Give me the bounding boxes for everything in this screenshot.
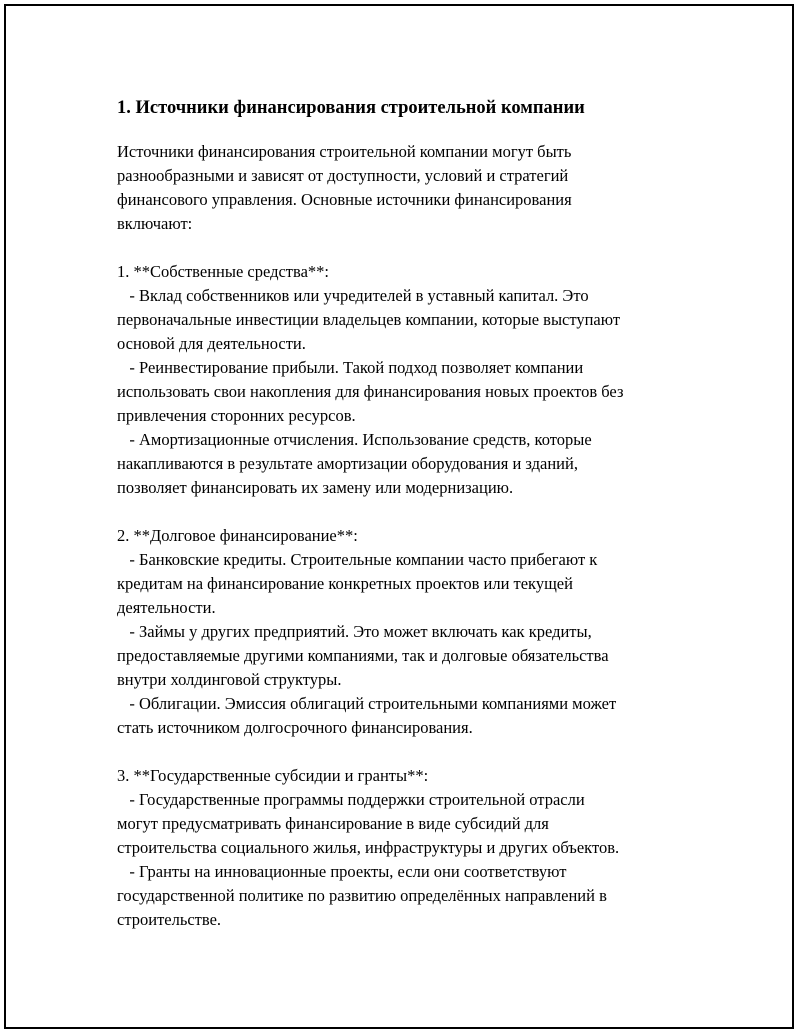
list-heading: 2. **Долговое финансирование**: bbox=[117, 526, 358, 545]
text-line: - Облигации. Эмиссия облигаций строительными компаниями может bbox=[117, 694, 617, 713]
text-line: кредитам на финансирование конкретных проектов или текущей bbox=[117, 574, 573, 593]
blank-line bbox=[117, 236, 717, 260]
text-line: - Государственные программы поддержки строительной отрасли bbox=[117, 790, 585, 809]
text-line: разнообразными и зависят от доступности, условий и стратегий bbox=[117, 166, 569, 185]
text-line: - Гранты на инновационные проекты, если они соответствуют bbox=[117, 862, 567, 881]
document-body bbox=[117, 96, 717, 932]
blank-line bbox=[117, 500, 717, 524]
blank-line bbox=[117, 740, 717, 764]
text-line: первоначальные инвестиции владельцев компании, которые выступают bbox=[117, 310, 621, 329]
list-heading: 1. **Собственные средства**: bbox=[117, 262, 329, 281]
text-line: строительстве. bbox=[117, 910, 222, 929]
text-line: строительства социального жилья, инфраструктуры и других объектов. bbox=[117, 838, 620, 857]
text-line: предоставляемые другими компаниями, так и долговые обязательства bbox=[117, 646, 609, 665]
text-line: - Банковские кредиты. Строительные компании часто прибегают к bbox=[117, 550, 598, 569]
text-line: основой для деятельности. bbox=[117, 334, 306, 353]
text-line: использовать свои накопления для финансирования новых проектов без bbox=[117, 382, 624, 401]
text-line: включают: bbox=[117, 214, 193, 233]
text-line: - Амортизационные отчисления. Использование средств, которые bbox=[117, 430, 592, 449]
section-heading: 1. Источники финансирования строительной компании bbox=[117, 98, 585, 118]
text-line: привлечения сторонних ресурсов. bbox=[117, 406, 356, 425]
text-line: могут предусматривать финансирование в виде субсидий для bbox=[117, 814, 549, 833]
list-heading: 3. **Государственные субсидии и гранты**: bbox=[117, 766, 429, 785]
text-line: финансового управления. Основные источники финансирования bbox=[117, 190, 572, 209]
text-line: внутри холдинговой структуры. bbox=[117, 670, 342, 689]
text-line: - Вклад собственников или учредителей в уставный капитал. Это bbox=[117, 286, 589, 305]
text-line: деятельности. bbox=[117, 598, 216, 617]
text-line: позволяет финансировать их замену или модернизацию. bbox=[117, 478, 514, 497]
text-line: - Займы у других предприятий. Это может включать как кредиты, bbox=[117, 622, 592, 641]
text-lines bbox=[117, 140, 717, 932]
text-line: - Реинвестирование прибыли. Такой подход позволяет компании bbox=[117, 358, 584, 377]
text-line: накапливаются в результате амортизации оборудования и зданий, bbox=[117, 454, 578, 473]
text-line: стать источником долгосрочного финансирования. bbox=[117, 718, 473, 737]
text-line: государственной политике по развитию определённых направлений в bbox=[117, 886, 607, 905]
text-line: Источники финансирования строительной компании могут быть bbox=[117, 142, 572, 161]
